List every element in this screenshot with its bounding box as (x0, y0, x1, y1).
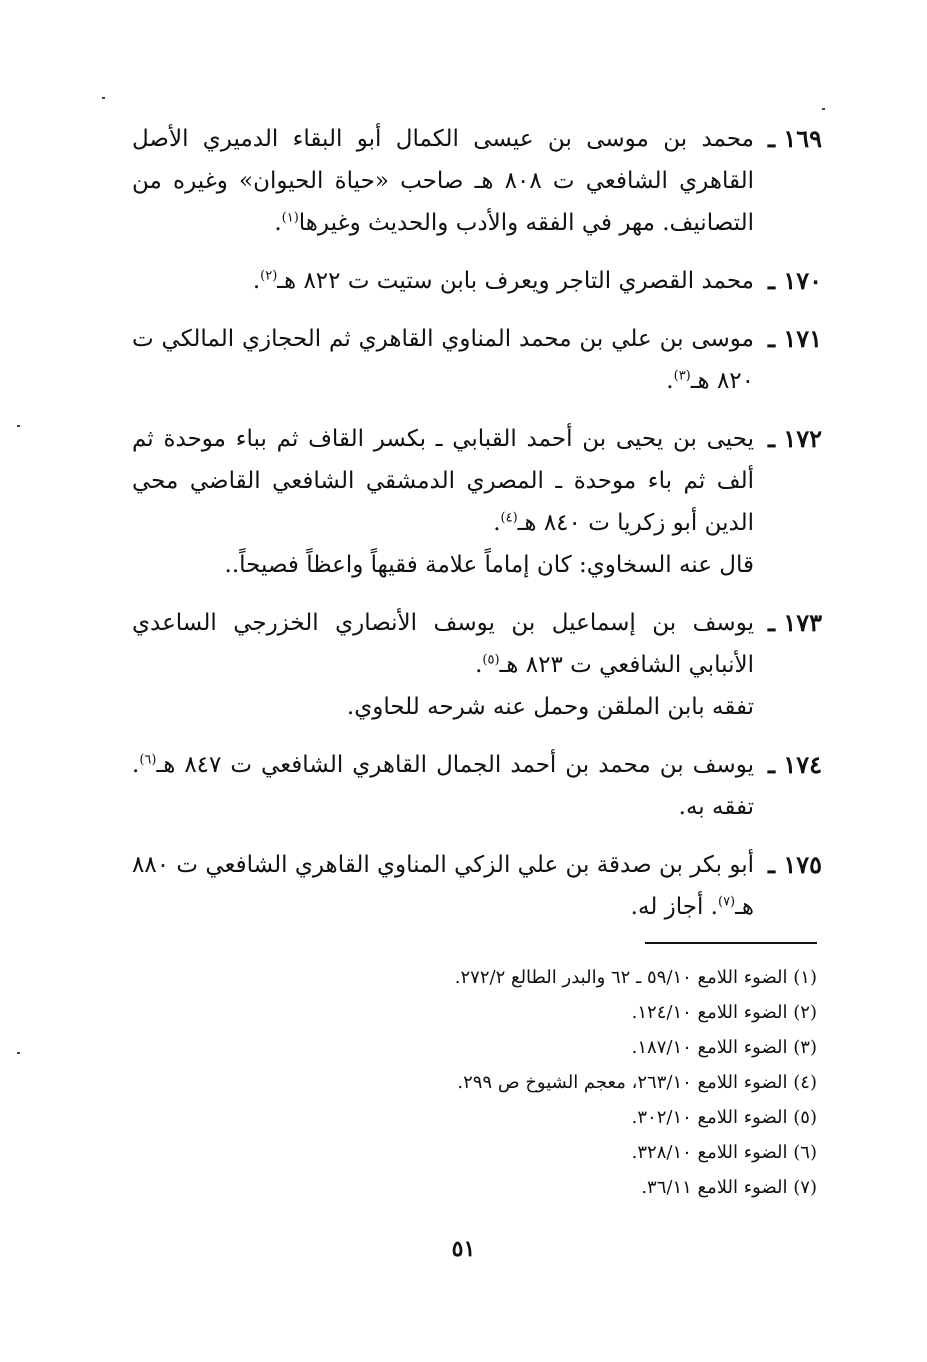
entry-173 (132, 602, 822, 728)
footnote-separator (645, 942, 817, 944)
entry-tail: . (493, 510, 501, 536)
entry-text (132, 844, 754, 928)
entry-tail: . (475, 652, 483, 678)
entry-tail: . (252, 268, 261, 294)
footnote-3: (٣) الضوء اللامع ١٨٧/١٠. (631, 1037, 817, 1058)
entry-number: ١٦٩ ـ (767, 124, 822, 153)
entry-tail: . أجاز له. (630, 894, 718, 920)
entry-tail: . تفقه به. (132, 752, 754, 820)
footnote-ref: (٣) (673, 368, 691, 384)
scan-speck (102, 97, 105, 99)
footnote-ref: (١) (281, 210, 299, 226)
footnote-7: (٧) الضوء اللامع ٣٦/١١. (641, 1177, 817, 1198)
footnotes (217, 960, 817, 1205)
footnote-ref: (٥) (482, 652, 500, 668)
entry-170 (132, 260, 822, 302)
footnote-ref: (٧) (717, 894, 736, 910)
entry-number: ١٧٢ ـ (767, 424, 822, 453)
biography-entries (132, 118, 822, 944)
entry-number: ١٧٤ ـ (767, 750, 822, 779)
footnote-6: (٦) الضوء اللامع ٣٢٨/١٠. (631, 1142, 817, 1163)
entry-text-line: محمد القصري التاجر ويعرف بابن ستيت ت ٨٢٢ هـ (277, 268, 754, 294)
entry-note: تفقه بابن الملقن وحمل عنه شرحه للحاوي. (346, 694, 754, 720)
footnote-ref: (٢) (260, 268, 278, 284)
entry-text-line: أبو بكر بن صدقة بن علي الزكي المناوي القاهري الشافعي ت ٨٨٠ هـ (132, 852, 754, 920)
entry-175 (132, 844, 822, 928)
entry-number: ١٧٣ ـ (767, 608, 822, 637)
entry-text (132, 744, 754, 828)
footnote-1: (١) الضوء اللامع ٥٩/١٠ ـ ٦٢ والبدر الطالع ٢٧٢/٢. (454, 967, 817, 988)
entry-171 (132, 318, 822, 402)
entry-text (132, 418, 754, 586)
footnote-4: (٤) الضوء اللامع ٢٦٣/١٠، معجم الشيوخ ص ٢٩٩. (457, 1072, 817, 1093)
page-number: ٥١ (451, 1236, 476, 1262)
entry-text (132, 118, 754, 244)
entry-note: قال عنه السخاوي: كان إماماً علامة فقيهاً واعظاً فصيحاً.. (224, 552, 754, 578)
entry-text (132, 602, 754, 728)
scan-speck (822, 108, 825, 110)
entry-number: ١٧٥ ـ (767, 850, 822, 879)
entry-text-line: يحيى بن يحيى بن أحمد القبابي ـ بكسر القاف ثم بباء موحدة ثم ألف ثم باء موحدة ـ المصري الدمشقي الشافعي القاضي محي الدين أبو زكريا ت ٨٤٠ هـ (132, 426, 754, 536)
entry-174 (132, 744, 822, 828)
footnote-5: (٥) الضوء اللامع ٣٠٢/١٠. (631, 1107, 817, 1128)
entry-text-line: محمد بن موسى بن عيسى الكمال أبو البقاء الدميري الأصل القاهري الشافعي ت ٨٠٨ هـ صاحب «حياة الحيوان» وغيره من التصانيف. مهر في الفقه والأدب والحديث وغيرها (132, 126, 754, 236)
entry-number: ١٧٠ ـ (767, 266, 822, 295)
footnote-2: (٢) الضوء اللامع ١٢٤/١٠. (631, 1002, 817, 1023)
entry-text (132, 318, 754, 402)
scan-speck (17, 1052, 20, 1054)
entry-172 (132, 418, 822, 586)
entry-169 (132, 118, 822, 244)
entry-number: ١٧١ ـ (767, 324, 822, 353)
entry-tail: . (666, 368, 674, 394)
entry-text-line: موسى بن علي بن محمد المناوي القاهري ثم الحجازي المالكي ت ٨٢٠ هـ (132, 326, 754, 394)
footnote-ref: (٤) (500, 510, 518, 526)
entry-text (132, 260, 754, 302)
scan-speck (17, 425, 20, 427)
entry-text-line: يوسف بن محمد بن أحمد الجمال القاهري الشافعي ت ٨٤٧ هـ (156, 752, 754, 778)
entry-text-line: يوسف بن إسماعيل بن يوسف الأنصاري الخزرجي الساعدي الأنبابي الشافعي ت ٨٢٣ هـ (132, 610, 754, 678)
entry-tail: . (274, 210, 282, 236)
footnote-ref: (٦) (139, 752, 157, 768)
